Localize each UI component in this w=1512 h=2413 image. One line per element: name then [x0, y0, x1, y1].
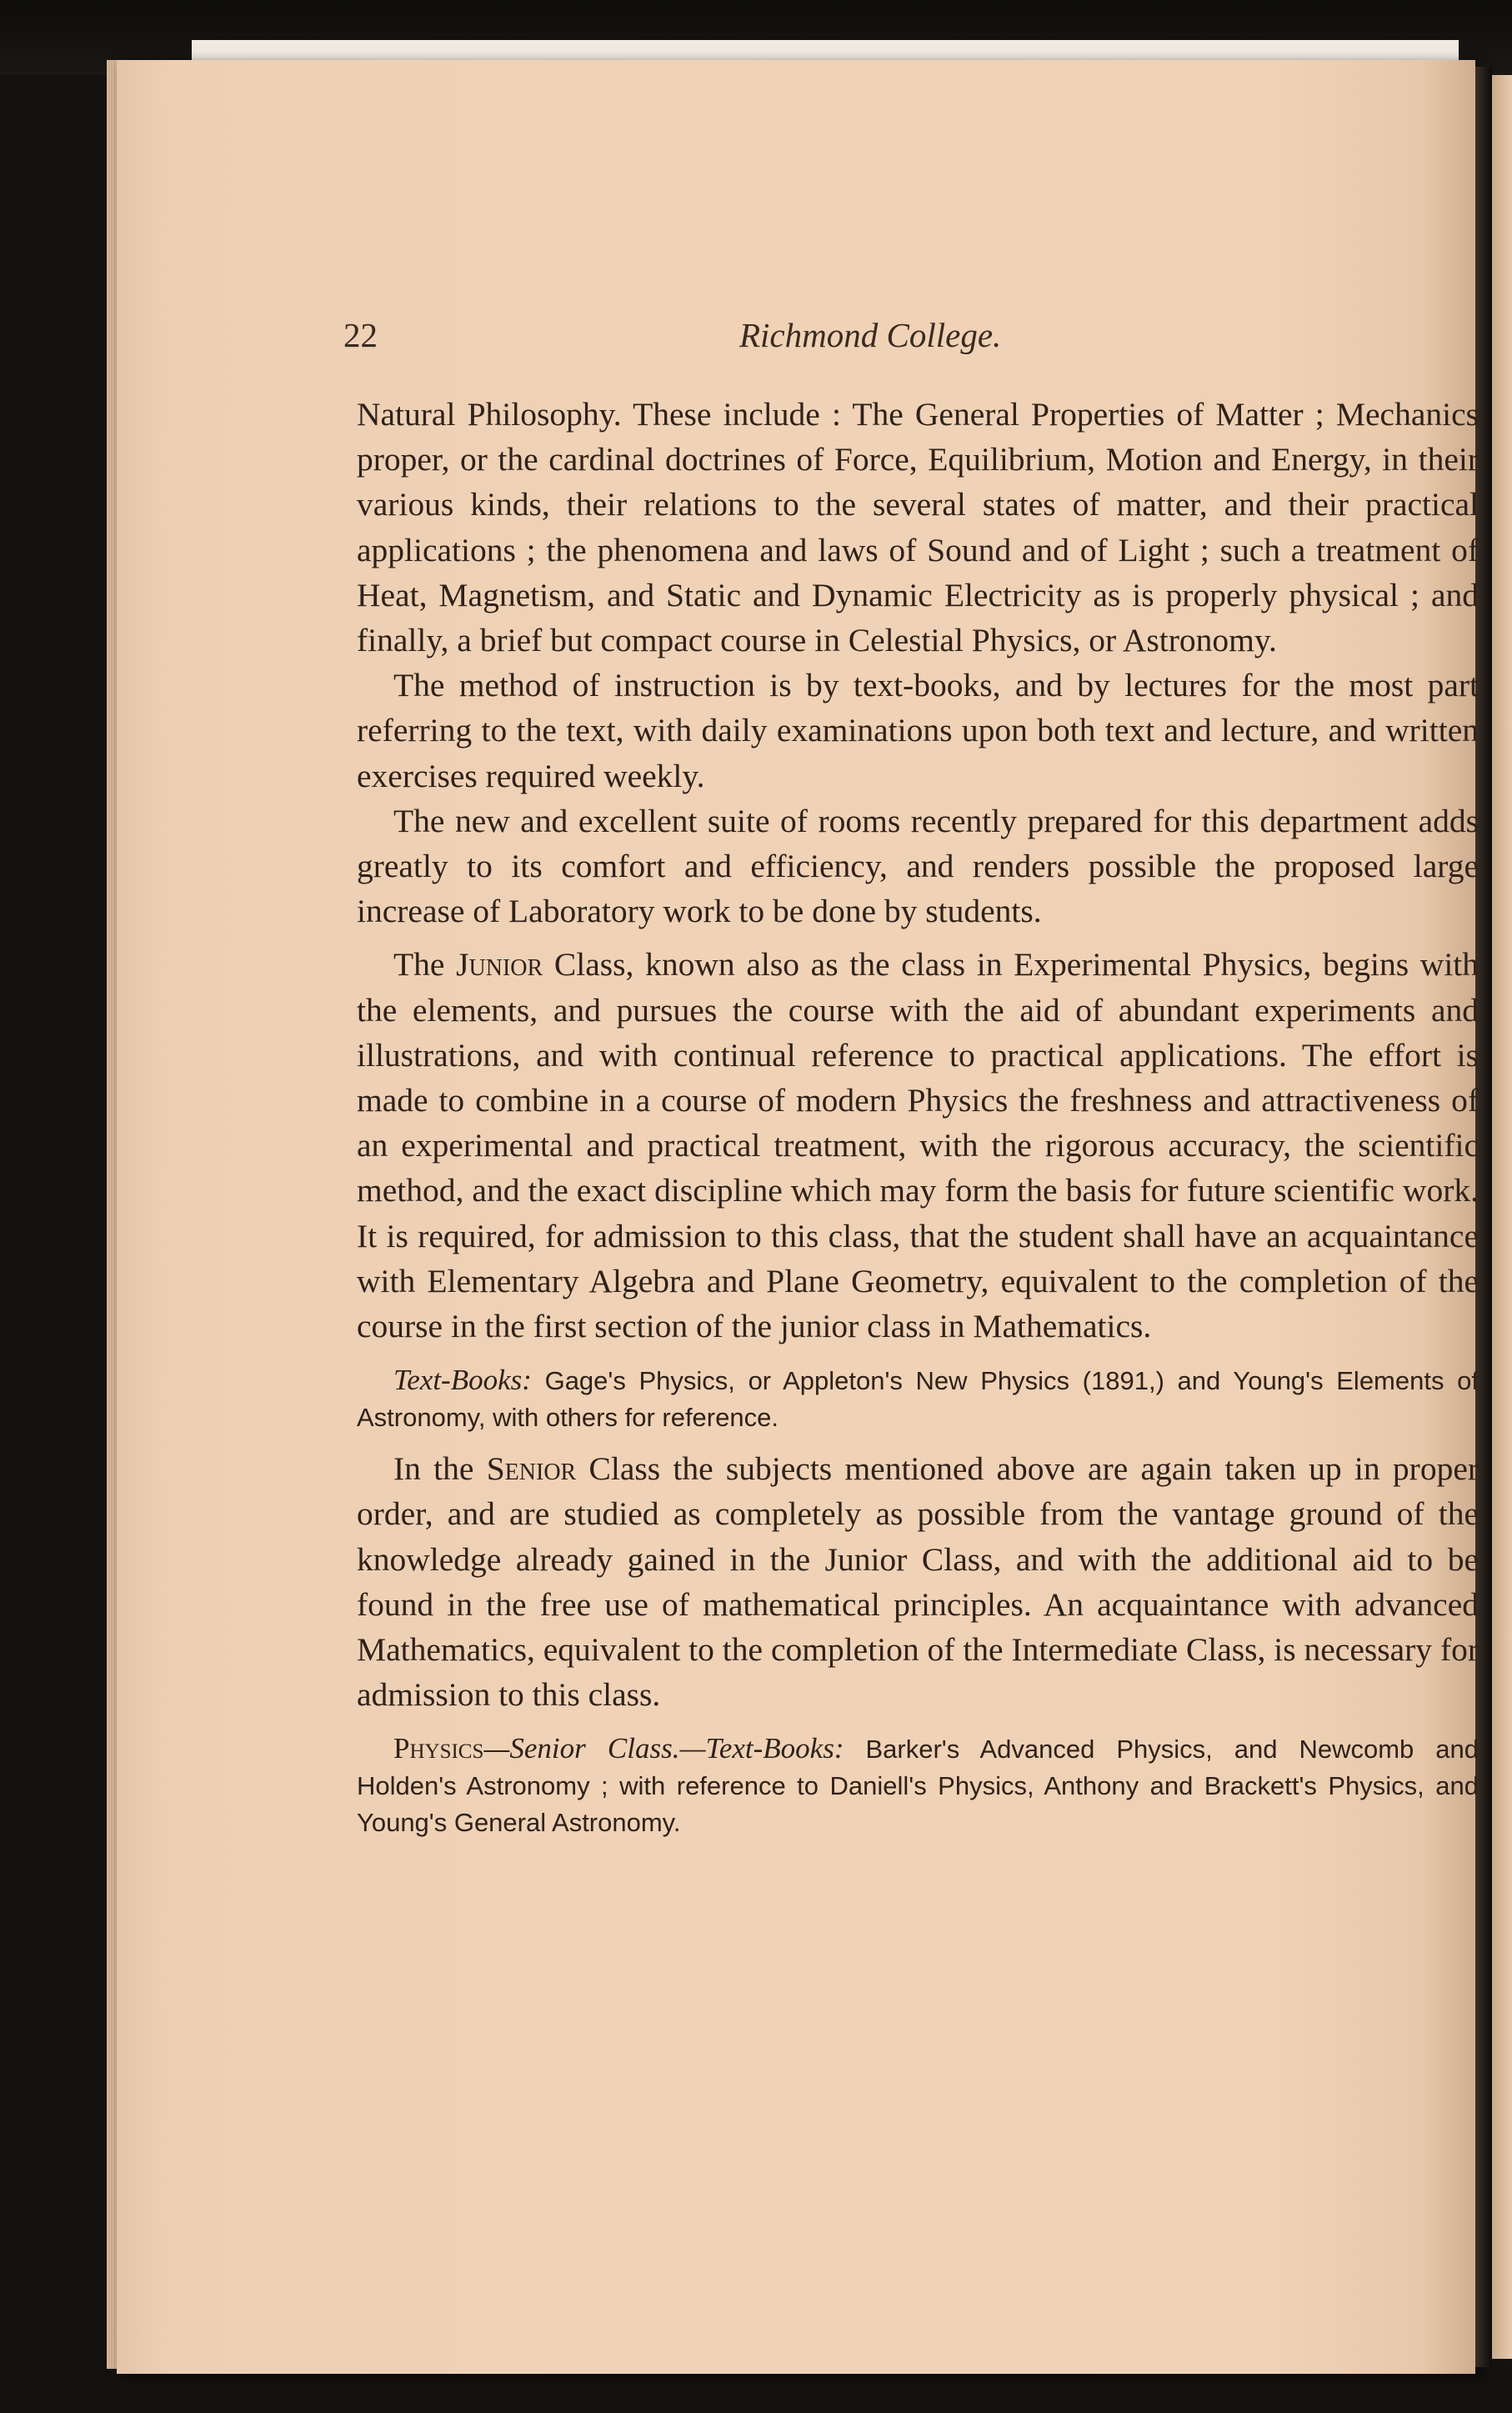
junior-rest: Class, known also as the class in Experimental Physics, begins with the elements, and pursues the course with the aid of abundant experiments and illustrations, and with continual reference to practical applications. The effort is made to combine in a course of modern Physics the freshness and attractiveness of an experimental and practical treatment, with the rigorous accuracy, the scientific method, and the exact discipline which may form the basis for future scientific work. It is required, for admission to this class, that the student shall have an acquaintance with Elementary Algebra and Plane Geometry, equivalent to the completion of the course in the first section of the junior class in Mathematics.: [357, 946, 1479, 1345]
note-junior-textbooks: [357, 1362, 1479, 1436]
note-label-senior-class: Senior Class.—Text-Books:: [509, 1732, 844, 1765]
junior-smallcaps: Junior: [456, 946, 543, 984]
paragraph-junior-class: [357, 942, 1479, 1349]
junior-lead: The: [393, 946, 445, 984]
paragraph-senior-class: [357, 1446, 1479, 1717]
paragraph-method: The method of instruction is by text-books, and by lectures for the most part referring to the text, with daily examinations upon both text and lecture, and written exercises required weekly.: [357, 667, 1479, 794]
running-title: Richmond College.: [739, 316, 1002, 354]
note-subject-dash: —: [483, 1735, 510, 1765]
note-label-textbooks: Text-Books:: [393, 1364, 532, 1397]
note-senior-text: Barker's Advanced Physics, and Newcomb and Holden's Astronomy ; with reference to Daniell's Physics, Anthony and Brackett's Physics, and Young's General Astronomy.: [357, 1735, 1479, 1838]
note-subject-physics: Physics: [393, 1732, 484, 1765]
paragraph-natural-philosophy: Natural Philosophy. These include : The General Properties of Matter ; Mechanics proper, or the cardinal doctrines of Force, Equilibrium, Motion and Energy, in their various kinds, their relations to the several states of matter, and their practical applications ; the phenomena and laws of Sound and of Light ; such a treatment of Heat, Magnetism, and Static and Dynamic Electricity as is properly physical ; and finally, a brief but compact course in Celestial Physics, or Astronomy.: [357, 396, 1479, 659]
senior-lead: In the: [393, 1450, 474, 1488]
note-senior-textbooks: [357, 1730, 1479, 1841]
note-junior-text: Gage's Physics, or Appleton's New Physics (1891,) and Young's Elements of Astronomy, with others for reference.: [357, 1366, 1479, 1433]
body-text: [357, 392, 1479, 1841]
paragraph-rooms: The new and excellent suite of rooms recently prepared for this department adds greatly to its comfort and efficiency, and renders possible the proposed large increase of Laboratory work to be done by students.: [357, 802, 1479, 930]
adjacent-page: [1492, 75, 1512, 2359]
page-number: 22: [343, 316, 378, 354]
senior-rest: Class the subjects mentioned above are again taken up in proper order, and are studied as completely as possible from the vantage ground of the knowledge already gained in the Junior Class, and with the additional aid to be found in the free use of mathematical principles. An acquaintance with advanced Mathematics, equivalent to the completion of the Intermediate Class, is necessary for admission to this class.: [357, 1450, 1479, 1714]
senior-smallcaps: Senior: [486, 1450, 577, 1488]
running-head: [343, 315, 1489, 373]
